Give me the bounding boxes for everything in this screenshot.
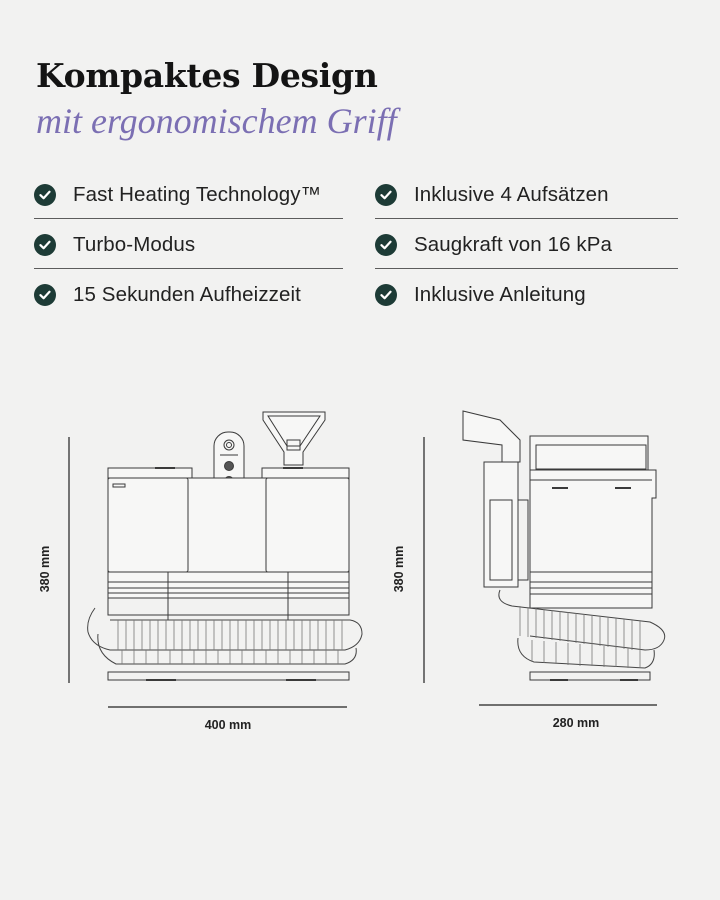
page-title: Kompaktes Design bbox=[36, 56, 378, 95]
feature-list bbox=[34, 170, 678, 325]
feature-label: 15 Sekunden Aufheizzeit bbox=[73, 283, 301, 306]
side-height-label: 380 mm bbox=[392, 545, 406, 593]
check-circle-icon bbox=[375, 234, 397, 256]
check-circle-icon bbox=[375, 184, 397, 206]
check-circle-icon bbox=[34, 184, 56, 206]
page-subtitle: mit ergonomischem Griff bbox=[36, 101, 397, 141]
front-width-label: 400 mm bbox=[204, 718, 252, 732]
divider bbox=[34, 268, 343, 269]
dimension-drawings bbox=[0, 360, 720, 760]
feature-label: Saugkraft von 16 kPa bbox=[414, 233, 613, 256]
divider bbox=[375, 268, 678, 269]
divider bbox=[34, 218, 343, 219]
check-circle-icon bbox=[375, 284, 397, 306]
feature-item bbox=[34, 170, 343, 220]
feature-label: Fast Heating Technology™ bbox=[73, 183, 322, 206]
side-view-drawing bbox=[424, 411, 665, 705]
front-height-label: 380 mm bbox=[38, 545, 52, 593]
feature-label: Inklusive Anleitung bbox=[414, 283, 586, 306]
product-line-drawings bbox=[0, 360, 720, 760]
feature-item bbox=[34, 270, 343, 320]
front-view-drawing bbox=[69, 412, 362, 707]
feature-label: Inklusive 4 Aufsätzen bbox=[414, 183, 609, 206]
feature-item bbox=[34, 220, 343, 270]
divider bbox=[375, 218, 678, 219]
check-circle-icon bbox=[34, 234, 56, 256]
check-circle-icon bbox=[34, 284, 56, 306]
side-depth-label: 280 mm bbox=[552, 716, 600, 730]
feature-label: Turbo-Modus bbox=[73, 233, 196, 256]
feature-item bbox=[375, 170, 684, 220]
feature-item bbox=[375, 220, 684, 270]
feature-item bbox=[375, 270, 684, 320]
